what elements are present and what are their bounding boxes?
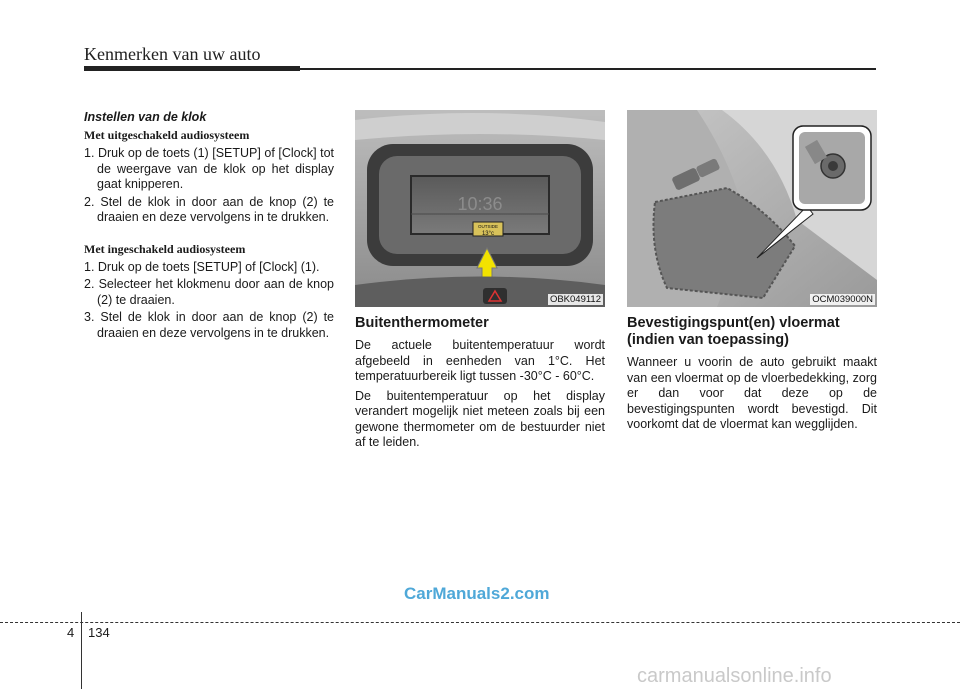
list-item: 2. Selecteer het klokmenu door aan de knop (2) te draaien. bbox=[84, 277, 334, 307]
list-item: 1. Druk op de toets [SETUP] of [Clock] (1). bbox=[84, 259, 320, 274]
display-clock: 10:36 bbox=[457, 194, 503, 214]
subheading-audio-on: Met ingeschakeld audiosysteem bbox=[84, 241, 246, 256]
steps-audio-off bbox=[84, 146, 334, 226]
page-header-title: Kenmerken van uw auto bbox=[84, 44, 261, 64]
watermark-link[interactable]: CarManuals2.com bbox=[404, 584, 550, 603]
display-outside-label: OUTSIDE bbox=[477, 224, 499, 229]
section-title: Instellen van de klok bbox=[84, 110, 207, 124]
footer-vertical-divider bbox=[81, 612, 82, 689]
paragraph: De buitentemperatuur op het display verandert mogelijk niet meteen zoals bij een gewone thermometer om de bestuurder niet af te leiden. bbox=[355, 388, 605, 449]
footer-divider bbox=[0, 622, 960, 623]
section-heading: Bevestigingspunt(en) vloermat (indien van toepassing) bbox=[627, 315, 840, 348]
chapter-number: 4 bbox=[67, 625, 75, 640]
floor-mat-illustration bbox=[627, 110, 877, 307]
site-watermark: carmanualsonline.info bbox=[637, 665, 832, 687]
header-rule-thick bbox=[84, 66, 300, 71]
subheading-audio-off: Met uitgeschakeld audiosysteem bbox=[84, 128, 250, 142]
thermometer-column bbox=[355, 110, 605, 455]
floor-mat-figure bbox=[627, 110, 877, 307]
figure-code: OBK049112 bbox=[549, 294, 601, 305]
paragraph: Wanneer u voorin de auto gebruikt maakt van een vloermat op de vloerbedekking, zorg er dan voor dat deze op de bevestigingspunten wordt bevestigd. Dit voorkomt dat de vloermat kan wegglijden. bbox=[627, 355, 877, 431]
list-item: 2. Stel de klok in door aan de knop (2) te draaien en deze vervolgens in te drukken. bbox=[84, 194, 334, 224]
dashboard-illustration bbox=[355, 110, 605, 307]
list-item: 1. Druk op de toets (1) [SETUP] of [Clock] tot de weergave van de klok op het display gaat knipperen. bbox=[84, 146, 334, 191]
paragraph: De actuele buitentemperatuur wordt afgebeeld in eenheden van 1°C. Het temperatuurbereik ligt tussen -30°C - 60°C. bbox=[355, 338, 605, 383]
header-rule-thin bbox=[300, 68, 876, 70]
floor-mat-column bbox=[627, 110, 877, 437]
clock-settings-column bbox=[84, 110, 334, 343]
dashboard-display-figure bbox=[355, 110, 605, 307]
list-item: 3. Stel de klok in door aan de knop (2) te draaien en deze vervolgens in te drukken. bbox=[84, 310, 334, 340]
steps-audio-on bbox=[84, 260, 334, 342]
page-number: 134 bbox=[88, 625, 110, 640]
section-heading: Buitenthermometer bbox=[355, 315, 489, 331]
display-temperature: 13°c bbox=[481, 231, 495, 237]
figure-code: OCM039000N bbox=[812, 294, 873, 305]
